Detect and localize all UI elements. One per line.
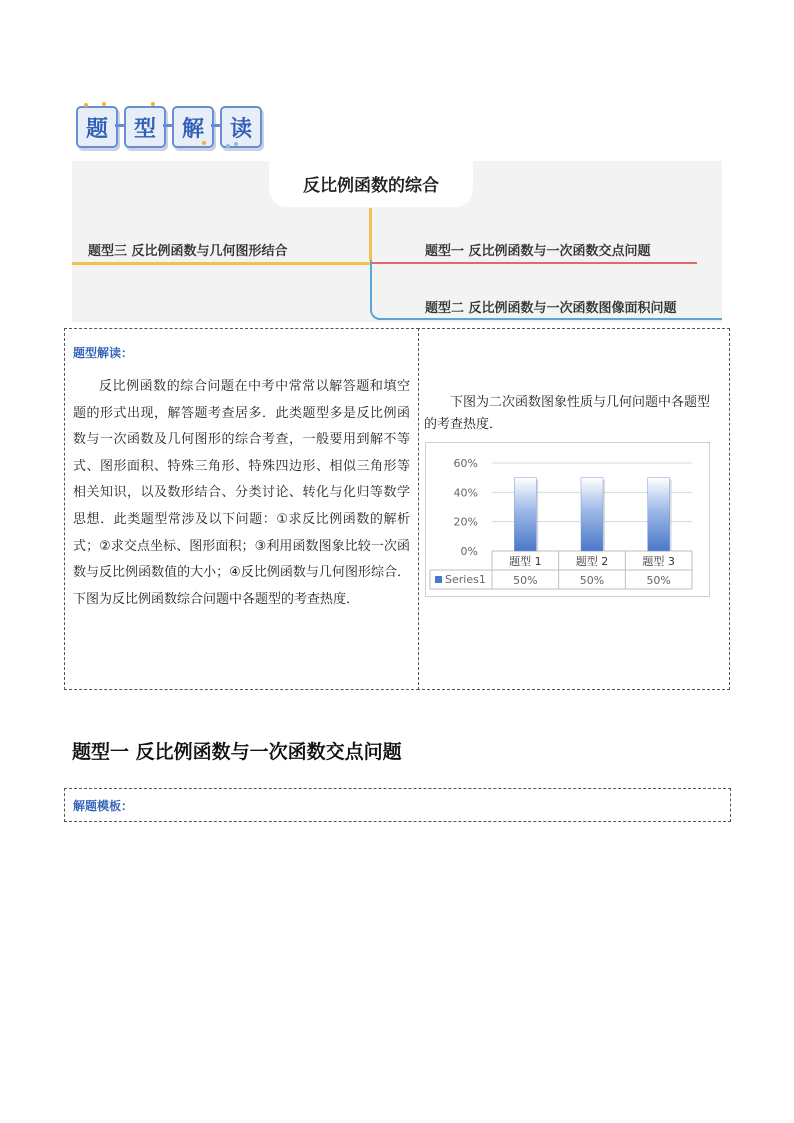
legend-label: Series1 — [445, 573, 486, 586]
bar — [581, 478, 603, 551]
bar — [648, 478, 670, 551]
category-label: 题型 1 — [509, 555, 542, 568]
y-tick-label: 20% — [453, 515, 478, 529]
data-label: 50% — [646, 574, 671, 587]
decor-dot-icon — [151, 102, 155, 106]
chart-caption: 下图为二次函数图象性质与几何问题中各题型的考查热度． — [424, 395, 711, 432]
mind-map-branch-right-1: 题型一 反比例函数与一次函数交点问题 — [425, 244, 651, 259]
bar-chart — [425, 442, 710, 597]
mind-map-center — [269, 161, 473, 207]
mind-map — [72, 161, 722, 322]
badge-char-4: 读 — [220, 106, 262, 148]
bar-chart-svg — [426, 443, 709, 596]
mind-map-connector — [369, 208, 372, 260]
section-title: 题型一 反比例函数与一次函数交点问题 — [72, 741, 402, 763]
legend-swatch — [435, 576, 442, 583]
mind-map-branch-left: 题型三 反比例函数与几何图形结合 — [88, 244, 288, 259]
template-box — [64, 788, 731, 822]
template-label: 解题模板： — [73, 799, 134, 813]
decor-dot-icon — [202, 141, 206, 145]
intro-paragraph: 反比例函数的综合问题在中考中常常以解答题和填空题的形式出现，解答题考查居多．此类题型多是反比例函数与一次函数及几何图形的综合考查，一般要用到解不等式、图形面积、特殊三角形、特殊四边形、相似三角形等相关知识，以及数形结合、分类讨论、转化与化归等数学思想．此类题型常涉及以下问题：①求反比例函数的解析式；②求交点坐标、图形面积；③利用函数图象比较一次函数与反比例函数值的大小；④反比例函数与几何图形综合．下图为反比例函数综合问题中各题型的考查热度． — [73, 379, 410, 607]
mind-map-title: 反比例函数的综合 — [303, 176, 439, 196]
decor-dot-icon — [84, 103, 88, 107]
category-label: 题型 3 — [642, 555, 675, 568]
badge-char-3: 解 — [172, 106, 214, 148]
data-label: 50% — [513, 574, 538, 587]
category-label: 题型 2 — [575, 555, 609, 568]
data-label: 50% — [579, 574, 605, 587]
decor-dot-icon — [102, 102, 106, 106]
y-tick-label: 60% — [453, 457, 478, 470]
intro-text-box — [64, 328, 419, 690]
section-badge — [76, 106, 266, 150]
mind-map-connector — [378, 318, 722, 320]
bar — [514, 478, 536, 551]
badge-char-2: 型 — [124, 106, 166, 148]
decor-dot-icon — [234, 142, 238, 146]
badge-char-1: 题 — [76, 106, 118, 148]
y-tick-label: 40% — [453, 486, 478, 500]
mind-map-branch-right-2: 题型二 反比例函数与一次函数图像面积问题 — [425, 301, 677, 316]
mind-map-connector — [370, 260, 382, 320]
decor-dot-icon — [226, 144, 230, 148]
y-tick-label: 0% — [460, 545, 478, 558]
intro-heading: 题型解读： — [73, 346, 134, 360]
mind-map-connector — [371, 262, 697, 264]
mind-map-connector — [72, 262, 371, 265]
